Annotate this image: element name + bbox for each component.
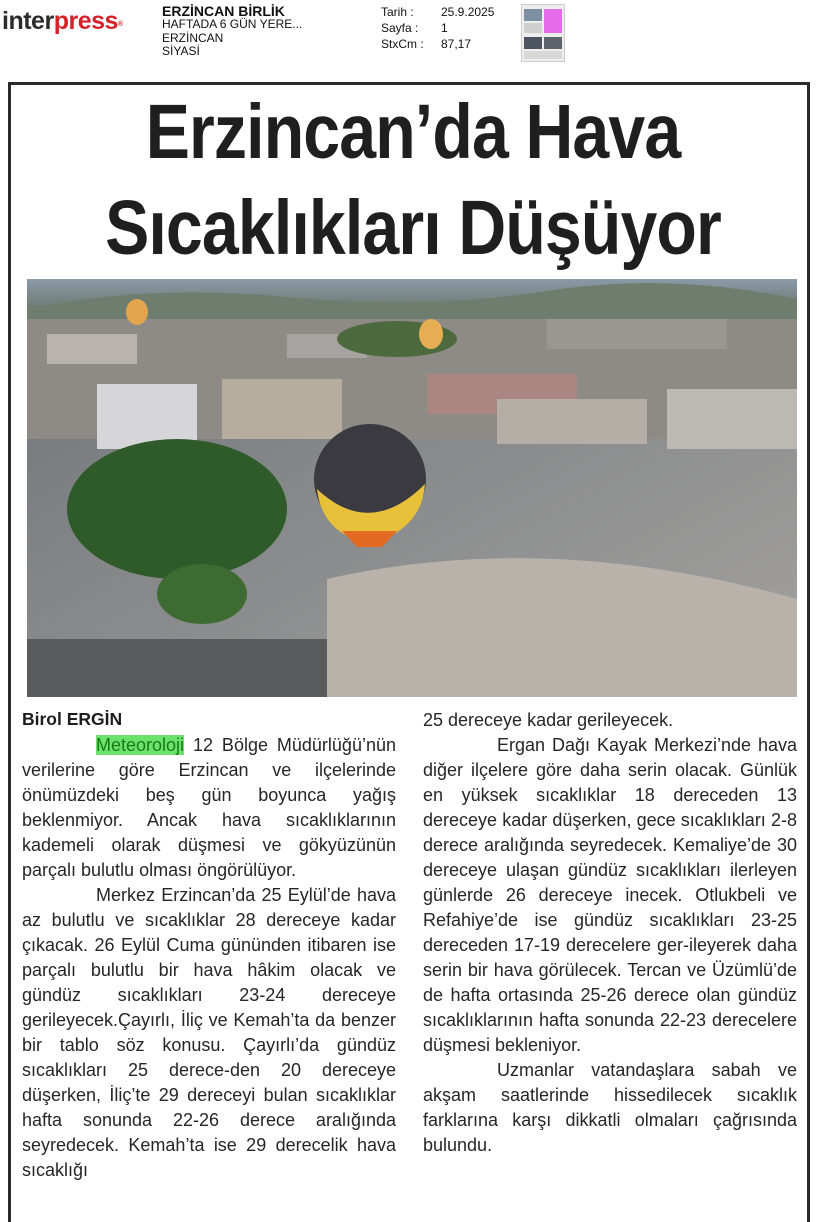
logo-part-inter: inter: [2, 7, 54, 35]
logo-part-press: press: [53, 7, 118, 35]
road: [27, 639, 327, 697]
article-column-right: [423, 708, 797, 1158]
headline-line-2: Sıcaklıkları Düşüyor: [105, 185, 721, 271]
publication-frequency: HAFTADA 6 GÜN YERE...: [162, 17, 303, 31]
meta-page-label: Sayfa :: [381, 21, 419, 35]
meta-page-value: 1: [441, 21, 448, 35]
balloon-small: [126, 299, 148, 325]
meta-date-value: 25.9.2025: [441, 5, 495, 19]
paragraph-text: 12 Bölge Müdürlüğü’nün verilerine göre Erzincan ve ilçelerinde önümüzdeki beş gün boyunca yağış beklenmiyor. Ancak hava sıcaklıklarının kademeli olarak düşmesi ve gökyüzünün parçalı bulutlu olması öngörülüyor.: [22, 735, 396, 880]
thumb-block: [524, 9, 542, 21]
paragraph: 25 dereceye kadar gerileyecek.: [423, 710, 674, 730]
paragraph: [22, 733, 396, 883]
meta-page-row: [381, 20, 494, 36]
building: [222, 379, 342, 439]
paragraph: Uzmanlar vatandaşlara sabah ve akşam saatlerinde hissedilecek sıcaklık farklarına karşı dikkatli olmaları çağrısında bulundu.: [423, 1060, 797, 1155]
aerial-city-photo: [27, 279, 797, 697]
building: [47, 334, 137, 364]
building: [497, 399, 647, 444]
trees: [157, 564, 247, 624]
author-byline: Birol ERGİN: [22, 709, 123, 729]
article-photo: [27, 279, 797, 697]
article-column-left: [22, 733, 396, 1183]
highlighted-keyword[interactable]: Meteoroloji: [96, 735, 185, 755]
registered-mark: ®: [117, 21, 123, 28]
balloon-small: [419, 319, 443, 349]
thumb-block: [524, 51, 562, 59]
clipping-header: [0, 0, 826, 70]
meta-date-row: [381, 4, 494, 20]
publication-city: ERZİNCAN: [162, 30, 224, 45]
interpress-logo: [2, 6, 123, 36]
meta-date-label: Tarih :: [381, 5, 414, 19]
publication-category: SİYASİ: [162, 44, 200, 58]
publication-name: ERZİNCAN BİRLİK: [162, 3, 285, 19]
clipping-meta: [381, 4, 494, 52]
publication-info: [162, 4, 302, 59]
page-thumbnail[interactable]: [521, 4, 565, 62]
trees: [67, 439, 287, 579]
thumb-block: [524, 23, 542, 33]
thumb-highlight-block: [544, 9, 562, 33]
building: [667, 389, 797, 449]
stadium: [547, 319, 727, 349]
headline-line-1: Erzincan’da Hava: [145, 89, 681, 175]
thumb-block: [544, 37, 562, 49]
paragraph: Ergan Dağı Kayak Merkezi’nde hava diğer ilçelere göre daha serin olacak. Günlük en yüksek sıcaklıklar 18 dereceden 13 dereceye kadar düşerken, gece sıcaklıkları 2-8 derece aralığında seyredecek. Kemaliye’de 30 dereceye ulaşan gündüz sıcaklıkları ilerleyen günlerde 26 dereceye inecek. Otlukbeli ve Refahiye’de ise gündüz sıcaklıkları 23-25 dereceden 17-19 derecelere ger-ileyerek daha serin bir hava görülecek. Tercan ve Üzümlü’de de hafta ortasında 25-26 derece olan gündüz sıcaklıklarının hafta sonunda 22-23 derecelere düşmesi bekleniyor.: [423, 735, 797, 1055]
meta-stxcm-label: StxCm :: [381, 37, 424, 51]
thumb-block: [524, 37, 542, 49]
meta-stxcm-value: 87,17: [441, 37, 472, 51]
meta-stxcm-row: [381, 36, 494, 52]
article-headline: [58, 84, 768, 276]
paragraph: Merkez Erzincan’da 25 Eylül’de hava az bulutlu ve sıcaklıklar 28 dereceye kadar çıkacak. 26 Eylül Cuma gününden itibaren ise parçalı bulutlu bir hava hâkim olacak ve gündüz sıcaklıkları 23-24 dereceye gerileyecek.Çayırlı, İliç ve Kemah’ta da benzer bir tablo söz konusu. Çayırlı’da gündüz sıcaklıkları 25 derece-den 20 dereceye düşerken, İliç’te 29 dereceyi bulan sıcaklıklar hafta sonunda 22-26 derece aralığında seyredecek. Kemah’ta ise 29 derecelik hava sıcaklığı: [22, 885, 396, 1180]
